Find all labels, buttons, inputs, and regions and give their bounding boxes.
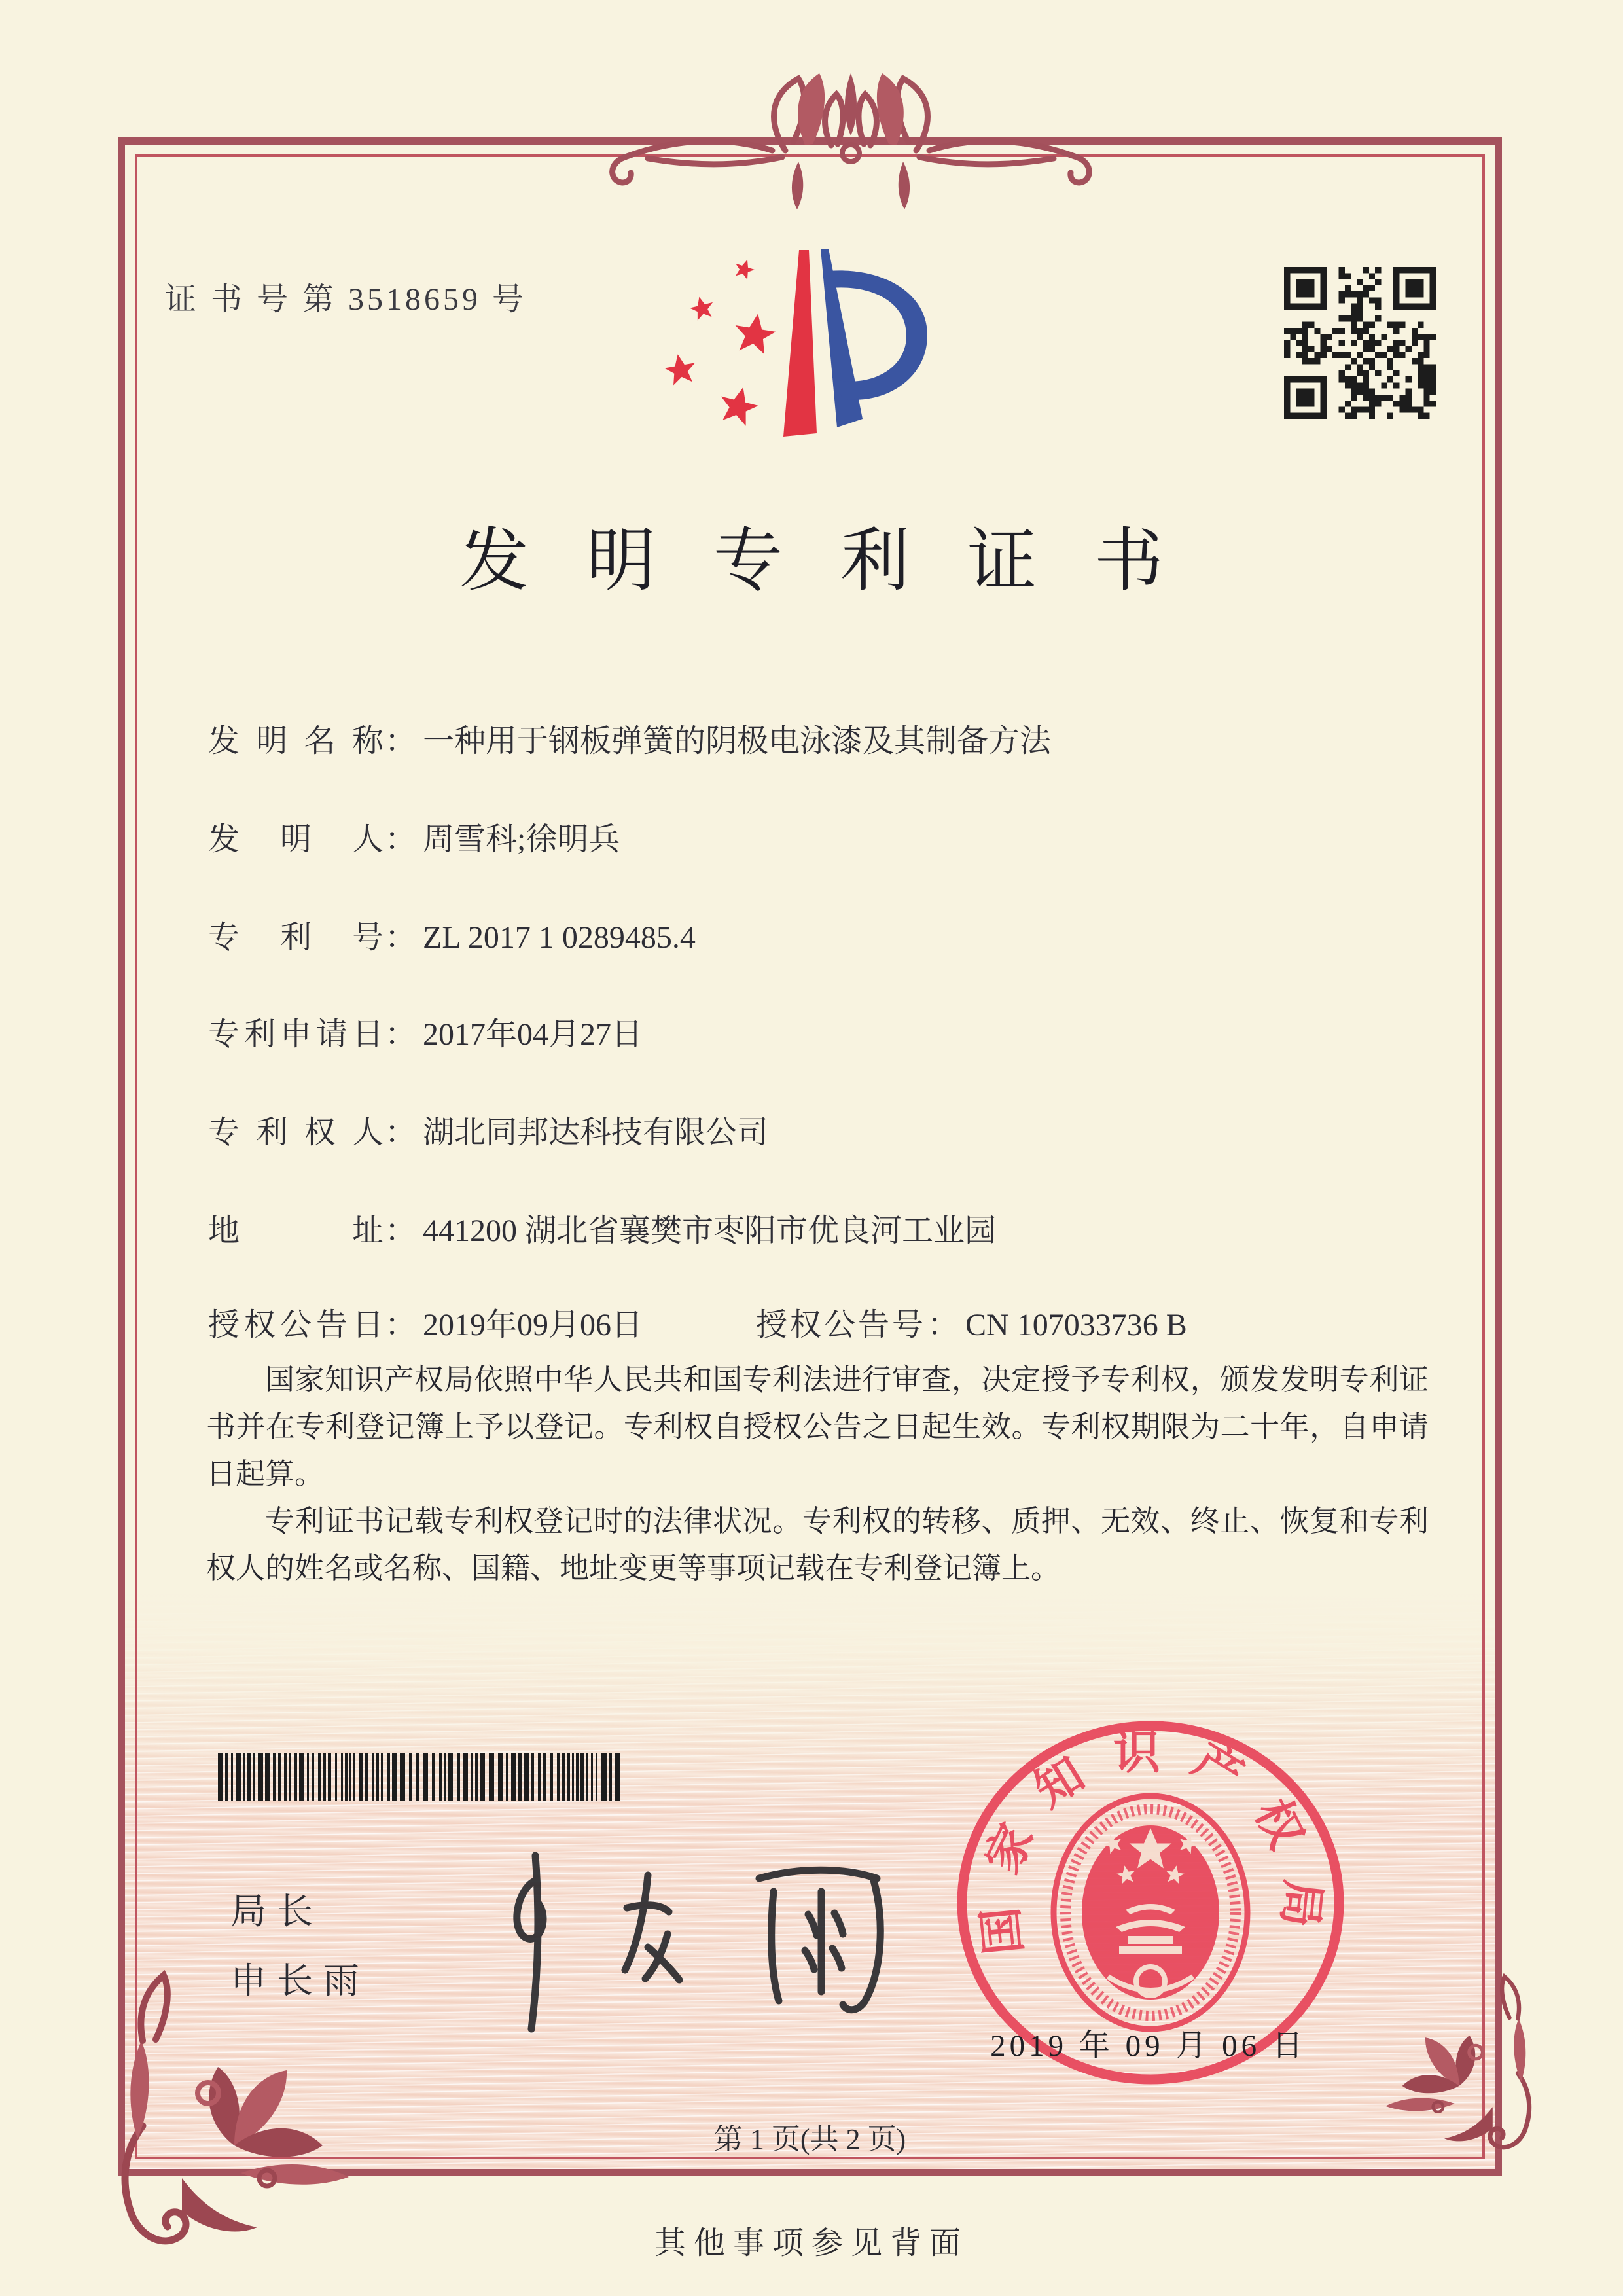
top-flourish-ornament: [589, 47, 1113, 230]
national-emblem-icon: [1054, 1796, 1247, 2029]
certificate-number: 证 书 号 第 3518659 号: [165, 282, 527, 317]
director-signature-image: [452, 1829, 923, 2045]
field-label: 授权公告日: [208, 1308, 383, 1342]
field-colon: ：: [927, 1308, 959, 1342]
legal-paragraph-2: 专利证书记载专利权登记时的法律状况。专利权的转移、质押、无效、终止、恢复和专利权人的姓名或名称、国籍、地址变更等事项记载在专利登记簿上。: [206, 1505, 1429, 1585]
field-colon: ：: [385, 724, 417, 759]
field-label: 专利号: [208, 920, 383, 955]
field-colon: ：: [385, 1213, 417, 1248]
field-row-address: [208, 1205, 996, 1250]
field-label: 专利权人: [208, 1115, 383, 1150]
page-title: 发明专利证书: [459, 523, 1221, 600]
back-note: 其他事项参见背面: [654, 2226, 969, 2261]
field-row-patent-number: [208, 912, 696, 957]
field-label: 授权公告号: [756, 1308, 927, 1342]
qr-code: [1284, 267, 1436, 419]
field-colon: ：: [385, 1115, 417, 1150]
director-name: 申长雨: [230, 1961, 370, 2001]
field-row-grant-number: [756, 1299, 1187, 1344]
field-value: 周雪科;徐明兵: [423, 822, 620, 857]
field-label: 发明人: [208, 822, 383, 857]
barcode: [218, 1753, 629, 1801]
field-row-inventors: [208, 814, 620, 859]
field-label: 发明名称: [208, 724, 383, 759]
field-colon: ：: [385, 920, 417, 955]
field-label: 地址: [208, 1213, 383, 1248]
field-value: 湖北同邦达科技有限公司: [423, 1115, 769, 1150]
seal-ring-text: 国家知识产权局: [971, 1726, 1330, 1958]
seal-date: 2019 年 09 月 06 日: [990, 2029, 1307, 2063]
legal-paragraph-1: 国家知识产权局依照中华人民共和国专利法进行审查，决定授予专利权，颁发发明专利证书并在专利登记簿上予以登记。专利权自授权公告之日起生效。专利权期限为二十年，自申请日起算。: [206, 1363, 1429, 1490]
cnipa-logo-icon: [645, 229, 933, 452]
field-colon: ：: [385, 1017, 417, 1052]
field-label: 专利申请日: [208, 1017, 383, 1052]
field-value: 2019年09月06日: [423, 1308, 643, 1342]
field-value: 一种用于钢板弹簧的阴极电泳漆及其制备方法: [423, 724, 1052, 759]
field-value: 441200 湖北省襄樊市枣阳市优良河工业园: [423, 1213, 997, 1248]
field-colon: ：: [385, 1308, 417, 1342]
page-indicator: 第 1 页(共 2 页): [713, 2123, 906, 2155]
director-title: 局长: [230, 1892, 324, 1931]
field-value: ZL 2017 1 0289485.4: [423, 920, 696, 955]
field-row-filing-date: [208, 1009, 643, 1054]
field-value: 2017年04月27日: [423, 1017, 643, 1052]
field-row-patentee: [208, 1107, 768, 1152]
field-value: CN 107033736 B: [965, 1308, 1187, 1342]
field-row-invention-name: [208, 715, 1051, 761]
legal-text-block: [206, 1356, 1429, 1592]
field-row-grant-date: [208, 1299, 643, 1344]
field-colon: ：: [385, 822, 417, 857]
